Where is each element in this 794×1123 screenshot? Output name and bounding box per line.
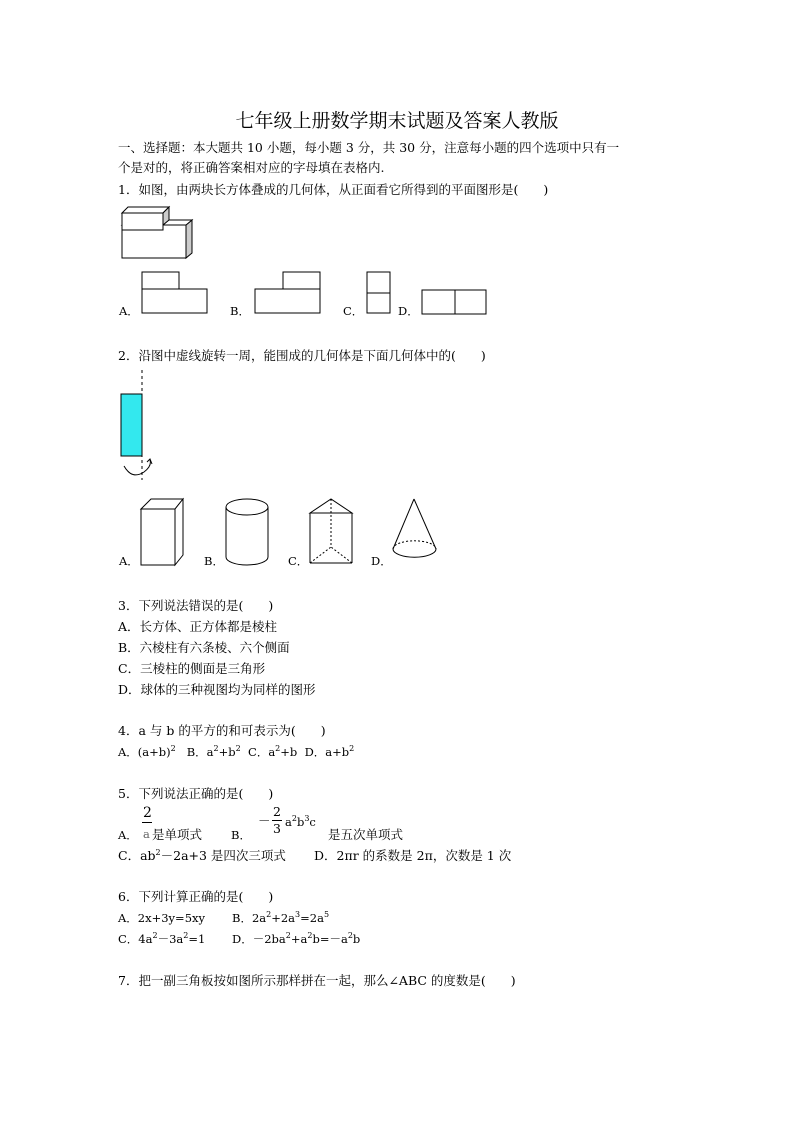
q6-option-a: A．2x+3y=5xy: [118, 911, 205, 925]
q1-option-a-label: A．: [119, 304, 139, 318]
q2-option-b-cylinder-figure: [223, 497, 273, 569]
q4-option-b: B．a: [186, 745, 214, 759]
q5-a-fraction-num: 2: [143, 805, 152, 821]
q2-cyan-rectangle: [121, 394, 142, 456]
q5-option-d: D．2πr 的系数是 2π，次数是 1 次: [314, 848, 512, 863]
q5-a-fraction-den: a: [143, 827, 150, 841]
q2-option-d-cone-figure: [390, 497, 442, 569]
q2-option-b-label: B．: [204, 554, 224, 568]
q4-options: A．$(a+b)^2$ B．$a^2+b^2$ C．$a^2+b$ D．$a+b^2$: [118, 744, 355, 759]
q1-option-b-figure: [254, 271, 322, 316]
q1-option-a-figure: [141, 271, 209, 316]
q6-option-c: C．$4a^2-3a^2=1$: [118, 931, 206, 946]
q1-solid-figure: [118, 203, 198, 263]
q1-option-d-label: D．: [398, 304, 419, 318]
q5-a-text: 是单项式: [152, 827, 203, 842]
q6-stem: 6．下列计算正确的是( ): [118, 889, 274, 904]
q5-option-b-label: B．: [231, 828, 251, 842]
q1-option-d-figure: [421, 289, 489, 316]
q2-option-c-label: C．: [288, 554, 309, 568]
q4-option-d: D．a+b: [304, 745, 350, 759]
q2-option-d-label: D．: [371, 554, 392, 568]
page-title: 七年级上册数学期末试题及答案人教版: [235, 110, 559, 132]
q4-stem: 4．a 与 b 的平方的和可表示为( ): [118, 723, 326, 738]
q6-option-d: D．$-2ba^2+a^2b=-a^2b$: [232, 931, 361, 946]
q2-option-c-triangular-prism-figure: [306, 497, 356, 569]
q7-stem: 7．把一副三角板按如图所示那样拼在一起，那么∠ABC 的度数是( ): [118, 973, 516, 988]
q1-option-c-figure: [366, 271, 392, 316]
q1-option-b-label: B．: [230, 304, 250, 318]
q3-option-a: A．长方体、正方体都是棱柱: [118, 619, 278, 634]
q5-b-text: 是五次单项式: [328, 827, 404, 842]
q3-option-d: D．球体的三种视图均为同样的图形: [118, 682, 316, 697]
q2-rotation-figure: [118, 368, 163, 483]
q2-option-a-prism-figure: [139, 497, 187, 569]
q2-option-a-label: A．: [119, 554, 139, 568]
q2-rotation-arrow-icon: [124, 460, 150, 475]
q1-option-c-label: C．: [343, 304, 364, 318]
q3-option-c: C．三棱柱的侧面是三角形: [118, 661, 266, 676]
q2-stem: 2．沿图中虚线旋转一周，能围成的几何体是下面几何体中的( ): [118, 348, 486, 363]
q3-stem: 3．下列说法错误的是( ): [118, 598, 274, 613]
q1-stem: 1．如图，由两块长方体叠成的几何体，从正面看它所得到的平面图形是( ): [118, 182, 549, 197]
q5-b-fraction-num: 2: [273, 804, 281, 819]
section-instructions-line2: 个是对的，将正确答案相对应的字母填在表格内.: [118, 160, 385, 175]
q5-option-c: C．$ab^2-2a+3$ 是四次三项式: [118, 847, 286, 863]
q3-option-b: B．六棱柱有六条棱、六个侧面: [118, 640, 290, 655]
q5-b-fraction-den: 3: [273, 821, 281, 836]
section-instructions-line1: 一、选择题：本大题共 10 小题，每小题 3 分，共 30 分，注意每小题的四个选项中只有一: [118, 140, 620, 155]
q5-b-expression: $a^2b^3c$: [285, 814, 316, 829]
q6-option-b: B．$2a^2+2a^3=2a^5$: [232, 910, 330, 925]
q5-stem: 5．下列说法正确的是( ): [118, 786, 274, 801]
q4-option-c: C．a: [248, 745, 276, 759]
q4-option-a: A．(a+b): [118, 745, 171, 759]
q5-option-a-label: A．: [118, 828, 138, 842]
q5-a-fraction-bar: [142, 822, 152, 823]
q5-b-neg: －: [258, 813, 271, 828]
